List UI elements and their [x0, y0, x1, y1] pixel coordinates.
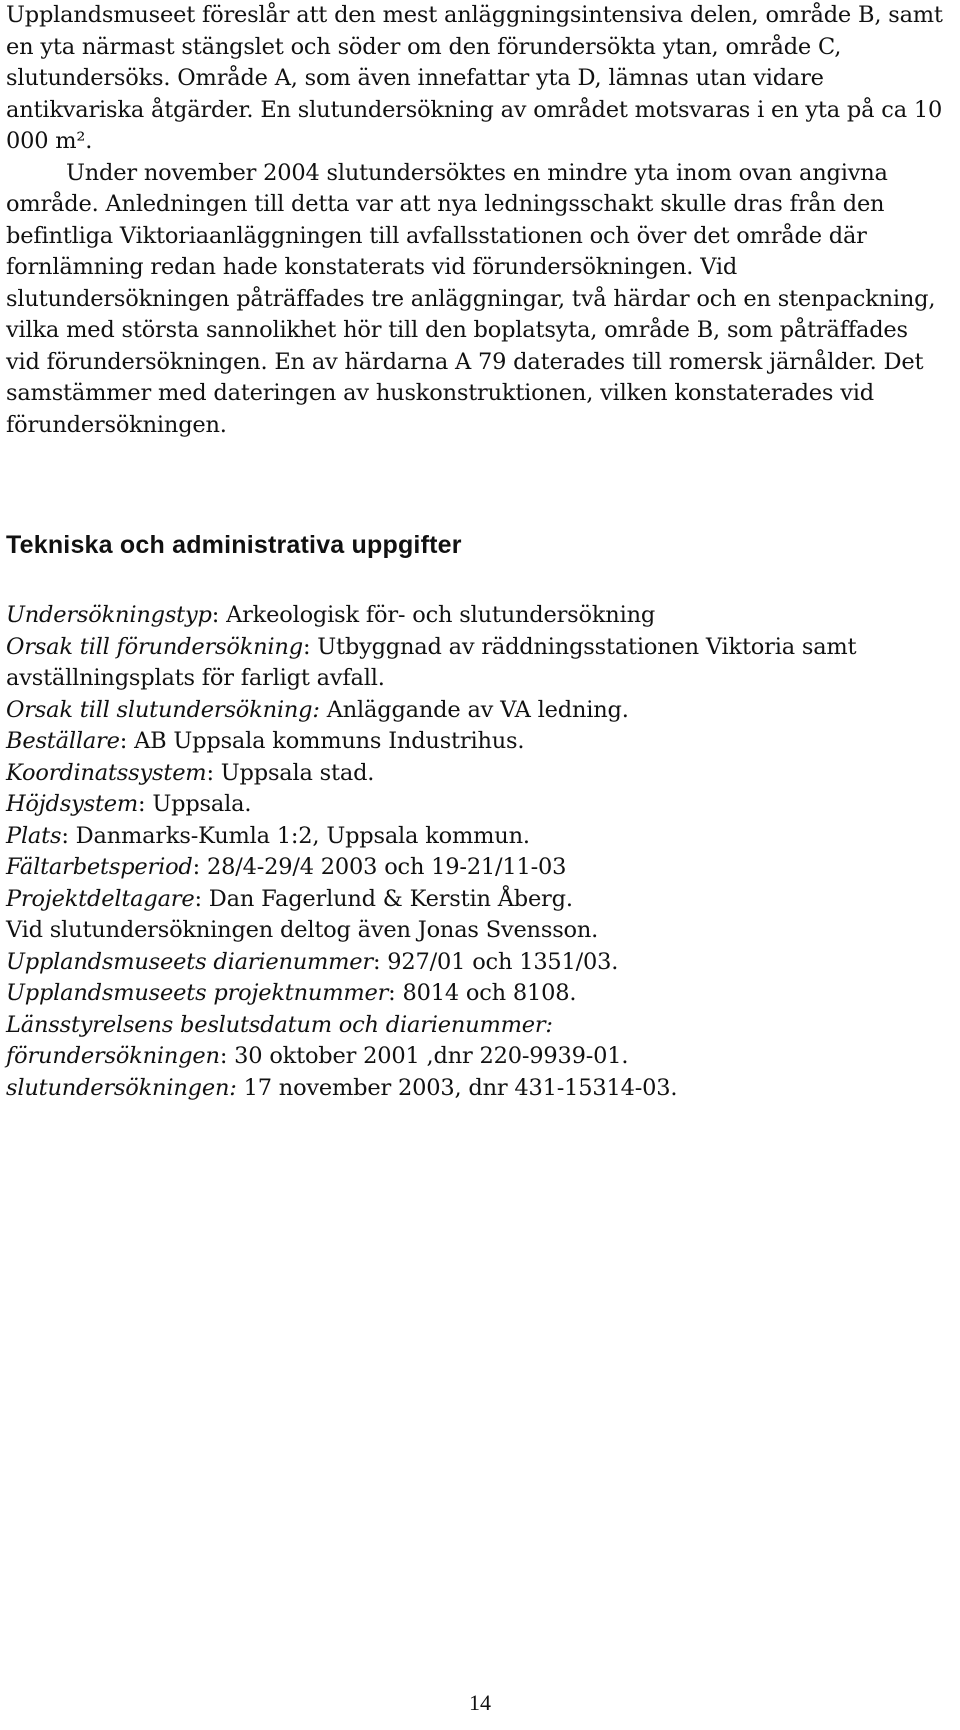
section-heading: Tekniska och administrativa uppgifter: [6, 531, 462, 559]
meta-value: : 927/01 och 1351/03.: [372, 948, 619, 975]
meta-label: Plats: [6, 822, 62, 849]
meta-value: Anläggande av VA ledning.: [319, 696, 629, 723]
meta-value: : Utbyggnad av räddningsstationen Viktoria samt avställningsplats för farligt avfall.: [6, 633, 857, 691]
meta-row-type: [6, 600, 946, 632]
meta-row-project-number: [6, 978, 946, 1010]
meta-label: Orsak till förundersökning: [6, 633, 303, 660]
meta-value: : 8014 och 8108.: [388, 980, 577, 1006]
paragraph-final-excavation: Under november 2004 slutundersöktes en mindre yta inom ovan angivna område. Anledningen till detta var att nya ledningsschakt skulle dras från den befintliga Viktoriaanläggningen till avfallsstationen och över det område där fornlämning redan hade konstaterats vid förundersökningen. Vid slutundersökningen påträffades tre anläggningar, två härdar och en stenpackning, vilka med största sannolikhet hör till den boplatsyta, område B, som påträffades vid förundersökningen. En av härdarna A 79 daterades till romersk järnålder. Det samstämmer med dateringen av huskonstruktionen, vilken konstaterades vid förundersökningen.: [6, 159, 936, 438]
meta-label: Beställare: [6, 728, 120, 754]
meta-row-client: [6, 726, 946, 758]
meta-row-extra-participant: Vid slutundersökningen deltog även Jonas Svensson.: [6, 917, 599, 943]
meta-value: : 30 oktober 2001 ,dnr 220-9939-01.: [219, 1043, 629, 1069]
meta-label: slutundersökningen:: [6, 1074, 237, 1101]
meta-row-reason-final: [6, 695, 946, 727]
meta-label: Orsak till slutundersökning:: [6, 696, 320, 723]
body-text: [6, 0, 946, 441]
meta-row-county-decision-label: Länsstyrelsens beslutsdatum och diarienummer:: [6, 1011, 553, 1038]
meta-value: : Uppsala stad.: [206, 759, 375, 786]
meta-label: Upplandsmuseets projektnummer: [6, 980, 389, 1006]
paragraph-recommendation: Upplandsmuseet föreslår att den mest anläggningsintensiva delen, område B, samt en yta närmast stängslet och söder om den förundersökta ytan, område C, slutundersöks. Område A, som även innefattar yta D, lämnas utan vidare antikvariska åtgärder. En slutundersökning av området motsvaras i en yta på ca 10 000 m².: [6, 2, 943, 154]
meta-value: : AB Uppsala kommuns Industrihus.: [119, 728, 525, 754]
meta-row-coordinate-system: [6, 758, 946, 790]
meta-label: Höjdsystem: [6, 791, 139, 817]
meta-value: : Arkeologisk för- och slutundersökning: [211, 602, 656, 628]
page-number: 14: [469, 1690, 491, 1715]
meta-row-diary-number: [6, 947, 946, 979]
technical-admin-details: [6, 600, 946, 1104]
meta-row-field-period: [6, 852, 946, 884]
meta-label: Undersökningstyp: [6, 602, 212, 628]
meta-row-height-system: [6, 789, 946, 821]
meta-label: Projektdeltagare: [6, 885, 195, 912]
meta-value: : Danmarks-Kumla 1:2, Uppsala kommun.: [61, 822, 530, 849]
meta-label: förundersökningen: [6, 1043, 220, 1069]
meta-value: : Uppsala.: [138, 791, 252, 817]
meta-label: Upplandsmuseets diarienummer: [6, 948, 373, 975]
meta-label: Koordinatssystem: [6, 759, 207, 786]
meta-row-reason-pre: [6, 632, 946, 695]
meta-value: 17 november 2003, dnr 431-15314-03.: [236, 1074, 678, 1101]
meta-value: : 28/4-29/4 2003 och 19-21/11-03: [192, 854, 567, 880]
meta-row-participants: [6, 884, 946, 916]
meta-row-pre-decision: [6, 1041, 946, 1073]
document-page: [6, 0, 946, 441]
meta-row-place: [6, 821, 946, 853]
meta-label: Fältarbetsperiod: [6, 854, 193, 880]
meta-row-final-decision: [6, 1073, 946, 1105]
meta-value: : Dan Fagerlund & Kerstin Åberg.: [194, 885, 573, 912]
